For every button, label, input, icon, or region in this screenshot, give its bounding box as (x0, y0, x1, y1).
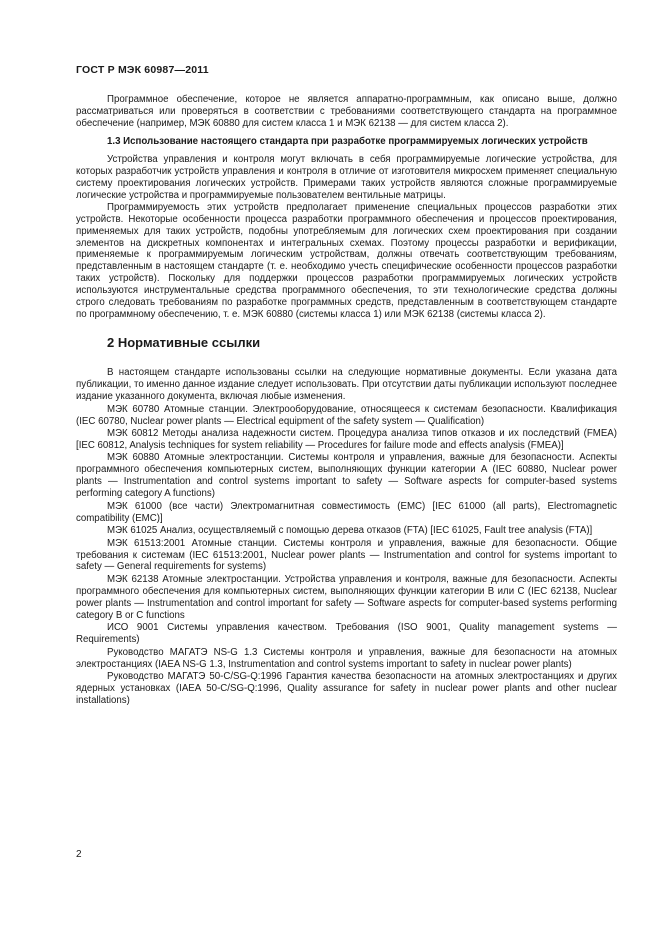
page-number: 2 (76, 849, 82, 860)
paragraph-pld-processes: Программируемость этих устройств предполагает применение специальных процессов разработки этих устройств. Некоторые особенности процесса разработки программного обеспечения и процессов проектирования, применяемых для таких устройств, подобны употребляемым для логических схем проектирования при создании элементов на дискретных компонентах и интегральных схемах. Поэтому процессы разработки и верификации, применяемые к программируемым логическим устройствам, должны отвечать соответствующим требованиям, представленным в настоящем стандарте (т. е. необходимо учесть специфические особенности процессов разработки таких устройств). Поскольку для поддержки процессов разработки программируемых логических устройств используются инструментальные средства программного обеспечения, то эти технологические средства должны строго следовать требованиям по разработке программных средств, представленным в соответствующем стандарте по программному обеспечению, т. е. МЭК 60880 (системы класса 1) или МЭК 62138 (системы класса 2). (76, 201, 617, 321)
reference-item: МЭК 61000 (все части) Электромагнитная совместимость (EMC) [IEC 61000 (all parts), Electromagnetic compatibility (EMC)] (76, 500, 617, 524)
reference-item: МЭК 61513:2001 Атомные станции. Системы контроля и управления, важные для безопасности. Общие требования к системам (IEC 61513:2001, Nuclear power plants — Instrumentation and control for systems important to safety — General requirements for systems) (76, 537, 617, 573)
paragraph-references-intro: В настоящем стандарте использованы ссылки на следующие нормативные документы. Если указана дата публикации, то именно данное издание следует использовать. При отсутствии даты публикации используют последнее издание указанного документа, включая любые изменения. (76, 367, 617, 403)
reference-item: Руководство МАГАТЭ 50-С/SG-Q:1996 Гарантия качества безопасности на атомных электростанциях и других ядерных установках (IAEA 50-C/SG-Q:1996, Quality assurance for safety in nuclear power plants and other nuclear installations) (76, 671, 617, 706)
page-header-standard-code: ГОСТ Р МЭК 60987—2011 (76, 64, 209, 76)
reference-item: ИСО 9001 Системы управления качеством. Требования (ISO 9001, Quality management systems — Requirements) (76, 622, 617, 646)
paragraph-pld-devices: Устройства управления и контроля могут включать в себя программируемые логические устройства, для которых разработчик устройств управления и контроля в отличие от изготовителя микросхем применяет специальную систему проектирования логических устройств. Примерами таких устройств являются сложные программируемые логические устройства и программируемые пользователем вентильные матрицы. (76, 153, 617, 201)
paragraph-software-note: Программное обеспечение, которое не является аппаратно-программным, как описано выше, должно рассматриваться или проверяться в соответствии с требованиями соответствующего стандарта на программное обеспечение (например, МЭК 60880 для систем класса 1 и МЭК 62138 — для систем класса 2). (76, 94, 617, 129)
reference-item: МЭК 62138 Атомные электростанции. Устройства управления и контроля, важные для безопасности. Аспекты программного обеспечения для компьютерных систем, выполняющих функции категории В или С (IEC 62138, Nuclear power plants — Instrumentation and control important for safety — Software aspects for computer-based systems performing category B or C functions (76, 573, 617, 621)
section-heading-2: 2 Нормативные ссылки (107, 335, 261, 351)
reference-item: МЭК 60780 Атомные станции. Электрооборудование, относящееся к системам безопасности. Квалификация (IEC 60780, Nuclear power plants — Electrical equipment of the safety system — Qualification) (76, 403, 617, 427)
reference-item: МЭК 61025 Анализ, осуществляемый с помощью дерева отказов (FTA) [IEC 61025, Fault tree analysis (FTA)] (107, 525, 593, 537)
reference-item: МЭК 60812 Методы анализа надежности систем. Процедура анализа типов отказов и их последствий (FMEA) [IEC 60812, Analysis techniques for system reliability — Procedures for failure mode and effects analysis (FMEA)] (76, 427, 617, 451)
subsection-heading-1-3: 1.3 Использование настоящего стандарта при разработке программируемых логических устройств (107, 135, 588, 147)
page-content (76, 94, 617, 707)
reference-item: Руководство МАГАТЭ NS-G 1.3 Системы контроля и управления, важные для безопасности на атомных электростанциях (IAEA NS-G 1.3, Instrumentation and control systems important to safety in nuclear power plants) (76, 646, 617, 670)
reference-item: МЭК 60880 Атомные электростанции. Системы контроля и управления, важные для безопасности. Аспекты программного обеспечения компьютерных систем, выполняющих функции категории А (IEC 60880, Nuclear power plants — Instrumentation and control systems important to safety — Software aspects for computer-based systems performing category A functions) (76, 452, 617, 500)
